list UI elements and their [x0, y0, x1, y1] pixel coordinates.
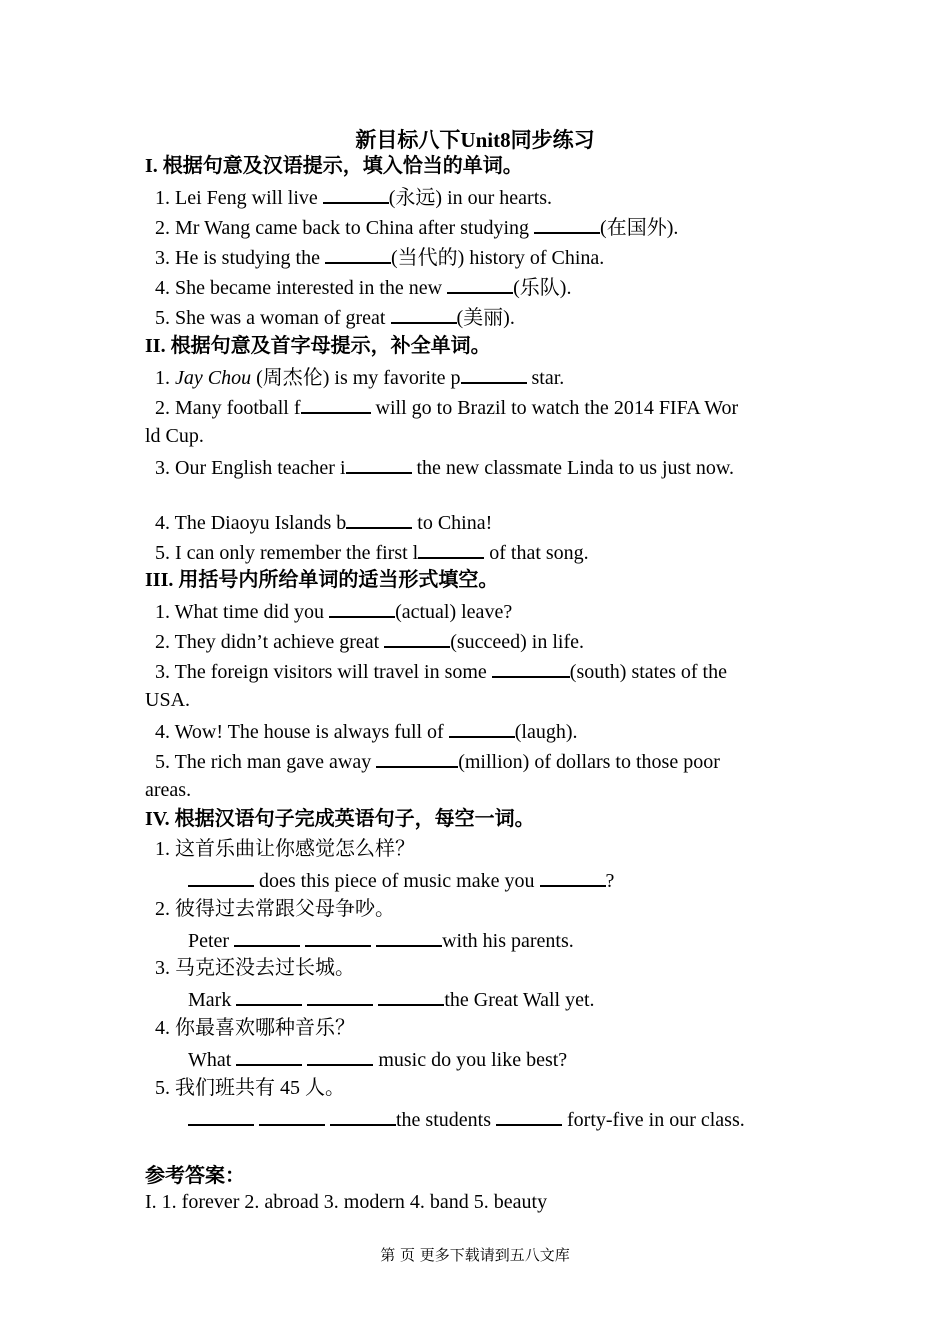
text: with his parents. [442, 930, 574, 952]
s1-question-5 [155, 304, 820, 330]
text: 1. Lei Feng will live [155, 187, 323, 209]
s1-question-4 [155, 274, 820, 300]
s4-question-1-chinese: 1. 这首乐曲让你感觉怎么样？ [155, 838, 415, 860]
s4-question-2-chinese: 2. 彼得过去常跟父母争吵。 [155, 898, 395, 920]
section-1-heading: I. 根据句意及汉语提示，填入恰当的单词。 [145, 155, 523, 177]
answer-blank[interactable] [391, 304, 457, 324]
text: the students [396, 1109, 496, 1131]
page-title: 新目标八下Unit8同步练习 [355, 128, 595, 152]
answer-blank[interactable] [305, 927, 371, 947]
text: does this piece of music make you [254, 870, 540, 892]
s2-question-1 [155, 364, 820, 390]
answer-blank[interactable] [236, 1046, 302, 1066]
text: to China! [412, 512, 493, 534]
text: (在国外). [600, 217, 679, 239]
text: forty-five in our class. [562, 1109, 745, 1131]
answer-blank[interactable] [346, 454, 412, 474]
answer-blank[interactable] [461, 364, 527, 384]
text: Peter [188, 930, 235, 952]
text: will go to Brazil to watch the 2014 FIFA Wor [370, 397, 739, 419]
text: What [188, 1049, 237, 1071]
answers-line-1: I. 1. forever 2. abroad 3. modern 4. band 5. beauty [145, 1191, 548, 1213]
s2-question-3 [155, 454, 820, 480]
answer-blank[interactable] [301, 394, 371, 414]
s4-question-1 [188, 867, 853, 893]
answer-blank[interactable] [376, 748, 458, 768]
section-2-heading: II. 根据句意及首字母提示，补全单词。 [145, 335, 491, 357]
text: (succeed) in life. [450, 631, 585, 653]
s4-question-4 [188, 1046, 853, 1072]
text: 1. What time did you [155, 601, 330, 623]
answer-blank[interactable] [330, 1106, 396, 1126]
text: 4. She became interested in the new [155, 277, 448, 299]
s4-question-5 [188, 1106, 853, 1132]
answer-blank[interactable] [447, 274, 513, 294]
answer-blank[interactable] [376, 927, 442, 947]
answer-blank[interactable] [534, 214, 600, 234]
s3-question-3-cont: USA. [145, 689, 191, 711]
s1-question-1 [155, 184, 820, 210]
answers-heading: 参考答案： [145, 1165, 245, 1187]
text: (周杰伦) is my favorite p [251, 367, 461, 389]
s3-question-5 [155, 748, 820, 774]
text: (laugh). [514, 721, 578, 743]
s4-question-3 [188, 986, 853, 1012]
s3-question-2 [155, 628, 820, 654]
answer-blank[interactable] [236, 986, 302, 1006]
section-4-heading: IV. 根据汉语句子完成英语句子，每空一词。 [145, 808, 535, 830]
text: music do you like best? [373, 1049, 568, 1071]
answer-blank[interactable] [384, 628, 450, 648]
answer-blank[interactable] [449, 718, 515, 738]
s4-question-3-chinese: 3. 马克还没去过长城。 [155, 957, 355, 979]
answer-blank[interactable] [259, 1106, 325, 1126]
answer-blank[interactable] [346, 509, 412, 529]
text: (south) states of the [569, 661, 727, 683]
s2-question-5 [155, 539, 820, 565]
text: 2. Many football f [155, 397, 301, 419]
answer-blank[interactable] [325, 244, 391, 264]
answer-blank[interactable] [307, 986, 373, 1006]
answer-blank[interactable] [418, 539, 484, 559]
text: 5. She was a woman of great [155, 307, 391, 329]
page-footer: 第 页 更多下载请到五八文库 [380, 1246, 570, 1264]
text: (永远) in our hearts. [388, 187, 553, 209]
text: of that song. [484, 542, 589, 564]
s3-question-5-cont: areas. [145, 779, 192, 801]
s4-question-2 [188, 927, 853, 953]
text: ? [605, 870, 615, 892]
answer-blank[interactable] [307, 1046, 373, 1066]
text: (million) of dollars to those poor [458, 751, 720, 773]
answer-blank[interactable] [329, 598, 395, 618]
text: 4. The Diaoyu Islands b [155, 512, 347, 534]
text: 5. The rich man gave away [155, 751, 377, 773]
text: (乐队). [513, 277, 572, 299]
s2-question-2 [155, 394, 820, 420]
s2-question-4 [155, 509, 820, 535]
text: 3. Our English teacher i [155, 457, 346, 479]
text: 5. I can only remember the first l [155, 542, 419, 564]
s4-question-5-chinese: 5. 我们班共有 45 人。 [155, 1077, 345, 1099]
text: the new classmate Linda to us just now. [411, 457, 735, 479]
italic-name: Jay Chou [175, 367, 252, 389]
answer-blank[interactable] [540, 867, 606, 887]
s4-question-4-chinese: 4. 你最喜欢哪种音乐？ [155, 1017, 355, 1039]
s1-question-3 [155, 244, 820, 270]
text: 2. Mr Wang came back to China after studying [155, 217, 535, 239]
text: star. [526, 367, 565, 389]
s3-question-4 [155, 718, 820, 744]
s1-question-2 [155, 214, 820, 240]
answer-blank[interactable] [323, 184, 389, 204]
text: (actual) leave? [395, 601, 513, 623]
text: (美丽). [456, 307, 515, 329]
text: 1. [155, 367, 175, 389]
s3-question-1 [155, 598, 820, 624]
answer-blank[interactable] [234, 927, 300, 947]
answer-blank[interactable] [492, 658, 570, 678]
text: (当代的) history of China. [391, 247, 605, 269]
answer-blank[interactable] [496, 1106, 562, 1126]
text: 4. Wow! The house is always full of [155, 721, 449, 743]
answer-blank[interactable] [188, 867, 254, 887]
text: 3. He is studying the [155, 247, 325, 269]
text: Mark [188, 989, 237, 1011]
s2-question-2-cont: ld Cup. [145, 425, 204, 447]
text: 3. The foreign visitors will travel in some [155, 661, 492, 683]
text: the Great Wall yet. [444, 989, 595, 1011]
section-3-heading: III. 用括号内所给单词的适当形式填空。 [145, 569, 499, 591]
answer-blank[interactable] [188, 1106, 254, 1126]
answer-blank[interactable] [378, 986, 444, 1006]
s3-question-3 [155, 658, 805, 684]
text: 2. They didn’t achieve great [155, 631, 385, 653]
